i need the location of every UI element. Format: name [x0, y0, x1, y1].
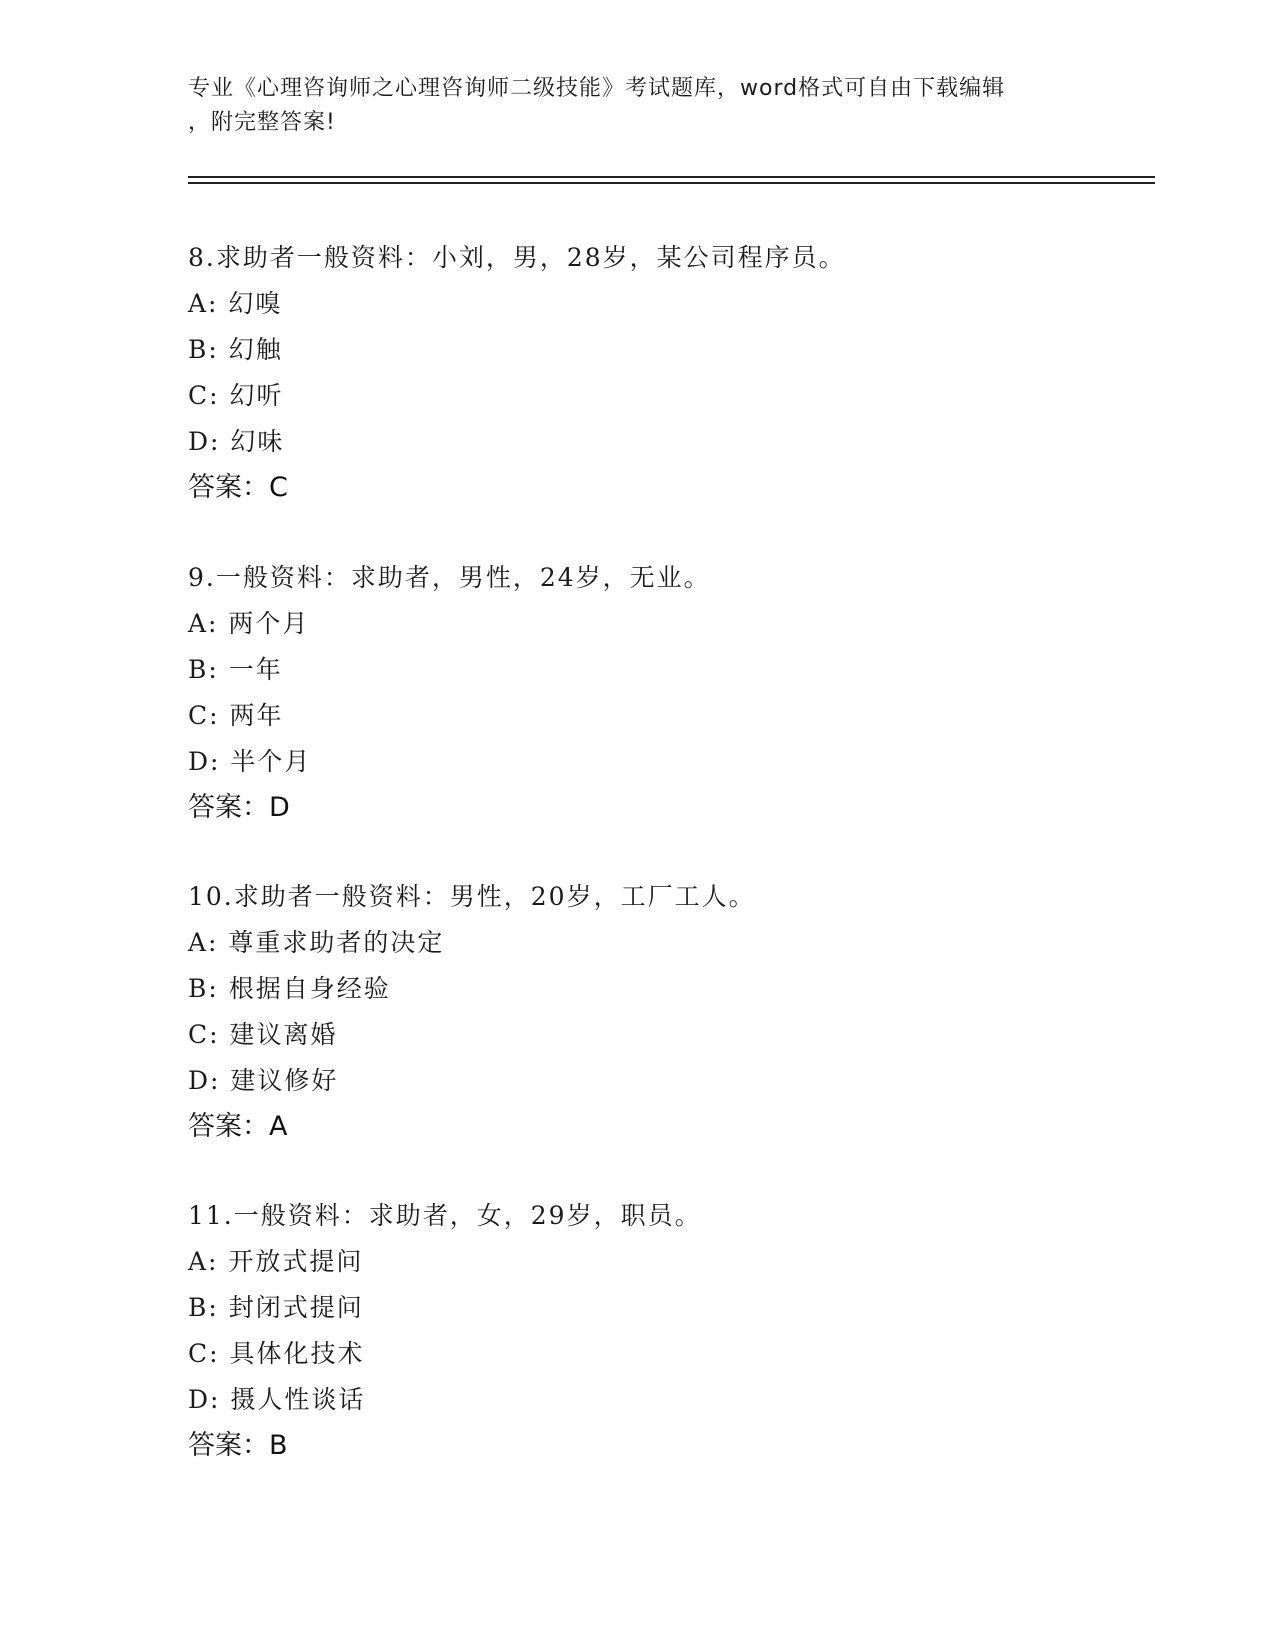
option-c: C: 幻听: [188, 381, 284, 410]
option-c: C: 具体化技术: [188, 1339, 365, 1368]
header-line-1: 专业《心理咨询师之心理咨询师二级技能》考试题库，word格式可自由下载编辑: [188, 76, 1006, 101]
answer: 答案：B: [188, 1430, 288, 1461]
option-c: C: 建议离婚: [188, 1020, 338, 1049]
question-stem: 9.一般资料：求助者，男性，24岁，无业。: [188, 563, 711, 592]
option-b: B: 幻触: [188, 335, 283, 364]
question-stem: 10.求助者一般资料：男性，20岁，工厂工人。: [188, 882, 756, 911]
option-a: A: 幻嗅: [188, 289, 283, 318]
header-divider-top: [188, 176, 1155, 178]
option-d: D: 幻味: [188, 427, 285, 456]
option-a: A: 开放式提问: [188, 1247, 364, 1276]
question-9: [188, 555, 1148, 831]
option-c: C: 两年: [188, 701, 284, 730]
answer: 答案：A: [188, 1111, 288, 1142]
question-8: [188, 235, 1148, 511]
answer: 答案：D: [188, 792, 290, 823]
option-a: A: 两个月: [188, 609, 310, 638]
option-d: D: 建议修好: [188, 1066, 339, 1095]
question-stem: 11.一般资料：求助者，女，29岁，职员。: [188, 1201, 702, 1230]
option-a: A: 尊重求助者的决定: [188, 928, 445, 957]
option-b: B: 根据自身经验: [188, 974, 391, 1003]
answer: 答案：C: [188, 472, 288, 503]
question-11: [188, 1193, 1148, 1469]
document-header: [188, 72, 1088, 140]
option-d: D: 摄人性谈话: [188, 1385, 366, 1414]
option-b: B: 一年: [188, 655, 283, 684]
header-line-2: ，附完整答案!: [188, 110, 336, 135]
header-divider-bottom: [188, 182, 1155, 184]
option-b: B: 封闭式提问: [188, 1293, 364, 1322]
option-d: D: 半个月: [188, 747, 312, 776]
question-10: [188, 874, 1148, 1150]
question-stem: 8.求助者一般资料：小刘，男，28岁，某公司程序员。: [188, 243, 846, 272]
